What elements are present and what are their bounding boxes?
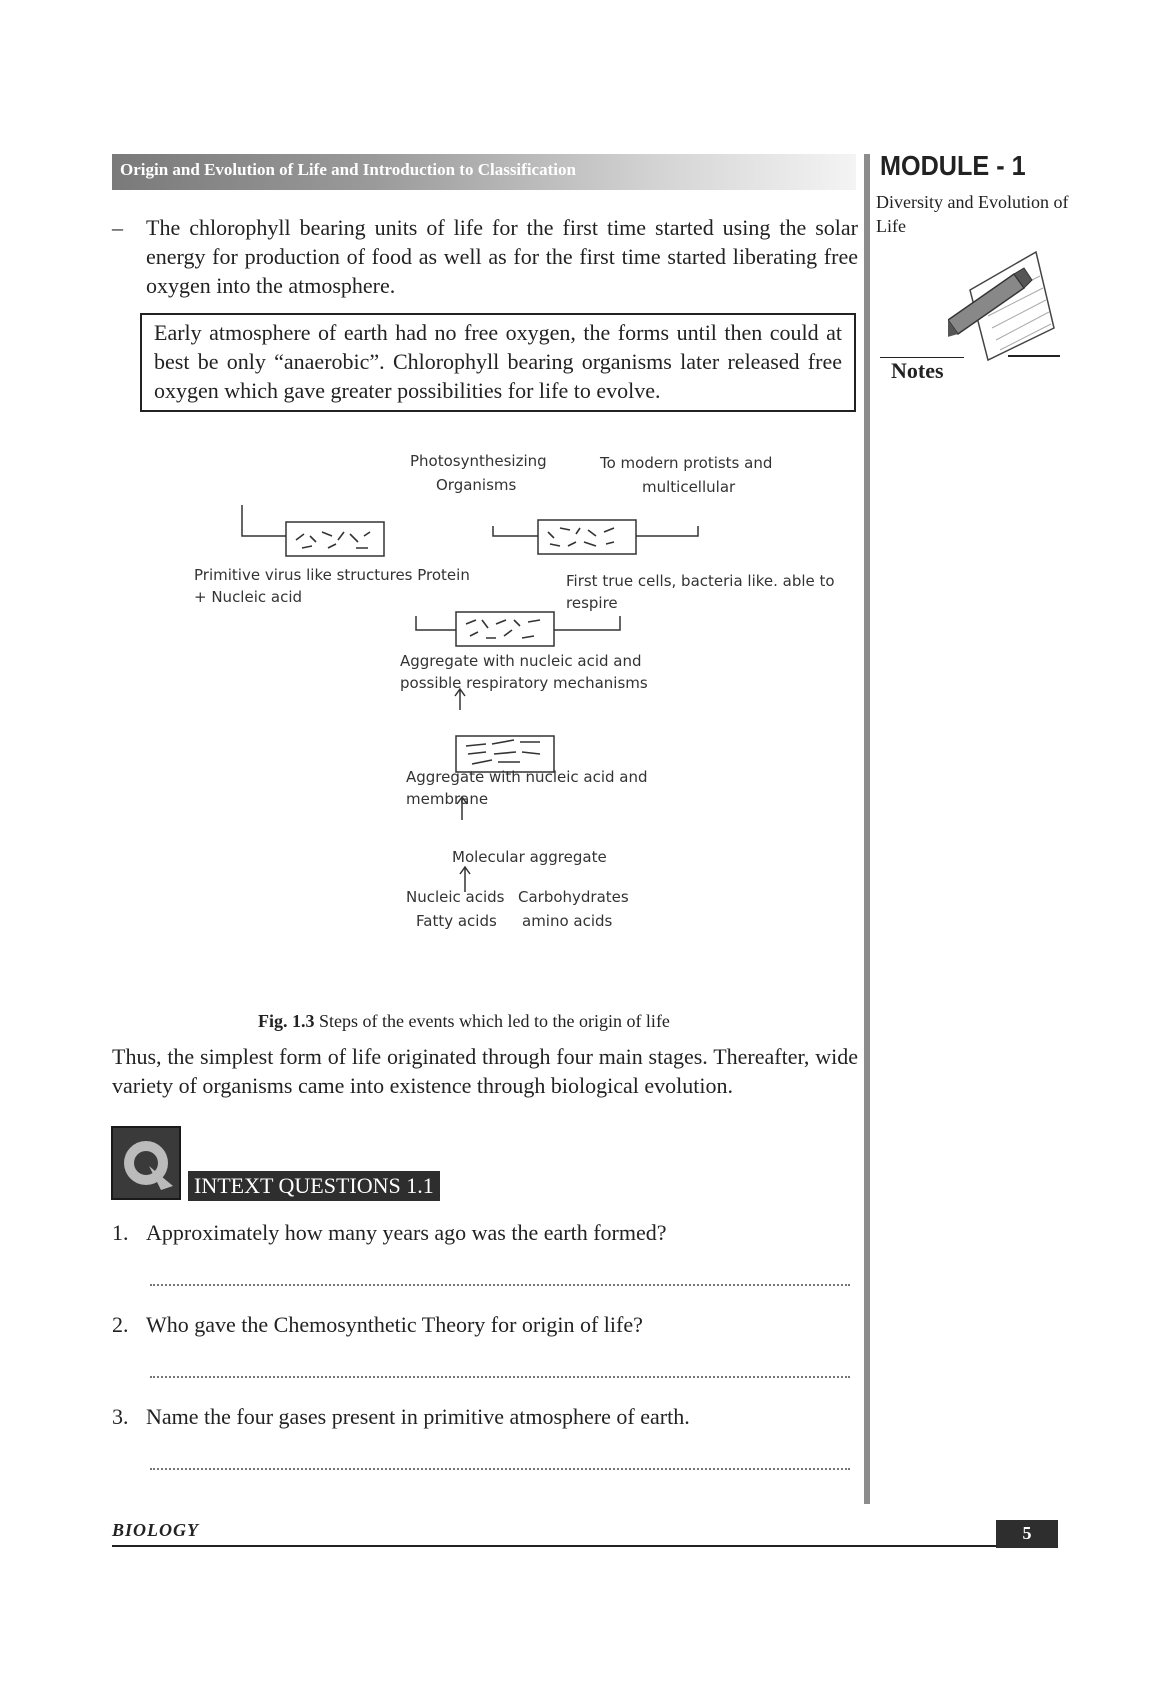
- label-nucleic-acid: + Nucleic acid: [194, 588, 303, 606]
- bullet-paragraph: The chlorophyll bearing units of life for the first time started using the solar energy for production of food as well as for the first time started liberating free oxygen into the atmosphere.: [146, 215, 858, 298]
- answer-line[interactable]: [150, 1466, 850, 1470]
- figure-caption: [258, 1011, 670, 1032]
- label-organisms: Organisms: [436, 476, 517, 494]
- true-cell-box: [456, 612, 554, 646]
- connector-line: [242, 505, 286, 536]
- question-number: 1.: [112, 1220, 129, 1245]
- label-respiratory-mechanisms: possible respiratory mechanisms: [400, 674, 648, 692]
- question-text: Name the four gases present in primitive atmosphere of earth.: [146, 1404, 690, 1429]
- module-subtitle: Diversity and Evolution of Life: [876, 192, 1069, 236]
- intext-questions-title: INTEXT QUESTIONS 1.1: [188, 1171, 440, 1201]
- label-respire: respire: [566, 594, 618, 612]
- label-multicellular: multicellular: [642, 478, 736, 496]
- label-molecular-aggregate: Molecular aggregate: [452, 848, 607, 866]
- connector-line: [493, 526, 538, 536]
- label-carbohydrates: Carbohydrates: [518, 888, 629, 906]
- question-q-icon: [111, 1126, 181, 1200]
- connector-line: [416, 616, 456, 630]
- label-nucleic-acids: Nucleic acids: [406, 888, 505, 906]
- connector-line: [554, 616, 620, 630]
- notes-label: Notes: [891, 358, 944, 383]
- margin-divider: [864, 154, 870, 1504]
- connector-line: [636, 526, 698, 536]
- module-title: MODULE - 1: [880, 150, 1026, 181]
- question-text: Approximately how many years ago was the earth formed?: [146, 1220, 667, 1245]
- label-aggregate-respiratory: Aggregate with nucleic acid and: [400, 652, 642, 670]
- label-first-true-cells: First true cells, bacteria like. able to: [566, 572, 835, 590]
- label-modern-protists: To modern protists and: [600, 454, 773, 472]
- footer-rule: [112, 1545, 1058, 1547]
- footer-subject: BIOLOGY: [112, 1520, 199, 1540]
- label-fatty-acids: Fatty acids: [416, 912, 497, 930]
- bullet-marker: –: [112, 215, 123, 240]
- label-primitive-virus: Primitive virus like structures Protein: [194, 566, 470, 584]
- highlight-box: Early atmosphere of earth had no free oxygen, the forms until then could at best be only “anaerobic”. Chlorophyll bearing organisms later released free oxygen which gave greater possibilities for life to evolve.: [140, 313, 856, 412]
- figure-caption-label: Fig. 1.3: [258, 1011, 315, 1031]
- notes-pencil-icon: [948, 244, 1068, 364]
- label-membrane: membrane: [406, 790, 489, 808]
- virus-box: [286, 522, 384, 556]
- figure-caption-text: Steps of the events which led to the origin of life: [314, 1011, 670, 1031]
- summary-paragraph: Thus, the simplest form of life originated through four main stages. Thereafter, wide variety of organisms came into existence through biological evolution.: [112, 1044, 858, 1098]
- page-number: 5: [996, 1520, 1058, 1548]
- label-photosynthesizing: Photosynthesizing: [410, 452, 547, 470]
- question-number: 3.: [112, 1404, 129, 1429]
- label-amino-acids: amino acids: [522, 912, 613, 930]
- origin-of-life-diagram: [180, 440, 840, 960]
- question-text: Who gave the Chemosynthetic Theory for origin of life?: [146, 1312, 643, 1337]
- label-aggregate-membrane: Aggregate with nucleic acid and: [406, 768, 648, 786]
- answer-line[interactable]: [150, 1374, 850, 1378]
- chapter-header-bar: [112, 154, 856, 190]
- question-number: 2.: [112, 1312, 129, 1337]
- chapter-title: Origin and Evolution of Life and Introduction to Classification: [120, 160, 576, 179]
- answer-line[interactable]: [150, 1282, 850, 1286]
- notes-rule: [1008, 355, 1060, 357]
